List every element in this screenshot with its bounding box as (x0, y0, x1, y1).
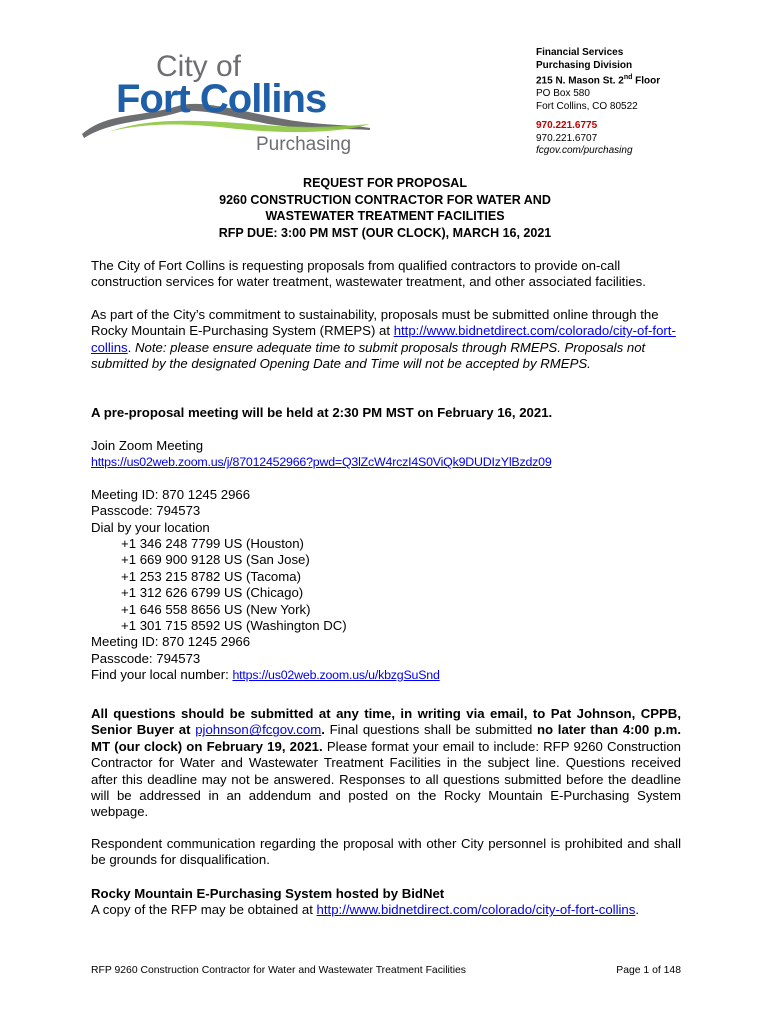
dial-number: +1 669 900 9128 US (San Jose) (121, 552, 310, 568)
zoom-section (91, 438, 681, 684)
dial-label: Dial by your location (91, 519, 210, 535)
page-number: Page 1 of 148 (616, 965, 681, 976)
title-line-4: RFP DUE: 3:00 PM MST (OUR CLOCK), MARCH 16, 2021 (218, 225, 552, 240)
dial-number: +1 346 248 7799 US (Houston) (121, 536, 304, 552)
submission-note: Note: please ensure adequate time to submit proposals through RMEPS. Proposals not submitted by the designated Opening Date and Time will not be accepted by RMEPS. (91, 339, 646, 372)
rmeps-rfp-link[interactable]: http://www.bidnetdirect.com/colorado/city-of-fort-collins (316, 902, 636, 918)
local-number-link[interactable]: https://us02web.zoom.us/u/kbzgSuSnd (232, 668, 440, 683)
page-footer (91, 965, 681, 976)
rfp-title (90, 175, 680, 241)
buyer-email-link[interactable]: pjohnson@fcgov.com (195, 722, 322, 738)
zoom-join-label: Join Zoom Meeting (91, 438, 204, 453)
local-number: Find your local number: https://us02web.zoom.us/u/kbzgSuSnd (91, 667, 440, 683)
dial-number: +1 312 626 6799 US (Chicago) (121, 585, 304, 601)
meeting-id-repeat: Meeting ID: 870 1245 2966 (91, 634, 251, 650)
website: fcgov.com/purchasing (536, 145, 633, 157)
city-logo (78, 42, 378, 160)
phone-primary: 970.221.6775 (536, 120, 598, 132)
po-box: PO Box 580 (536, 88, 590, 100)
questions-paragraph: All questions should be submitted at any time, in writing via email, to Pat Johnson, CPPB, Senior Buyer at pjohnson@fcgov.com. Final questions shall be submitted no later than 4:00 p.m. MT (our clock) on February 19, 2021. Please format your email to include: RFP 9260 Construction Contractor for Water and Wastewater Treatment Facilities in the subject line. Questions received after this deadline may not be answered. Responses to all questions submitted before the deadline will be addressed in an addendum and posted on the Rocky Mountain E-Purchasing System webpage. (91, 706, 682, 820)
dial-number: +1 646 558 8656 US (New York) (121, 601, 311, 617)
logo-fort-collins: Fort Collins (116, 77, 327, 121)
city-state: Fort Collins, CO 80522 (536, 100, 638, 112)
rmeps-section (91, 886, 681, 919)
sustainability-paragraph: As part of the City’s commitment to sustainability, proposals must be submitted online through the Rocky Mountain E-Purchasing System (RMEPS) at http://www.bidnetdirect.com/colorado/city-of-fort-collins. Note: please ensure adequate time to submit proposals through RMEPS. Proposals not submitted by the designated Opening Date and Time will not be accepted by RMEPS. (91, 307, 676, 372)
zoom-meeting-link[interactable]: https://us02web.zoom.us/j/87012452966?pwd=Q3lZcW4rczI4S0ViQk9DUDIzYlBzdz09 (91, 455, 552, 470)
communication-paragraph: Respondent communication regarding the proposal with other City personnel is prohibited and shall be grounds for disqualification. (91, 836, 681, 868)
division-name: Purchasing Division (536, 59, 633, 71)
dept-name: Financial Services (536, 47, 624, 58)
dial-number: +1 301 715 8592 US (Washington DC) (121, 618, 347, 634)
contact-block (536, 47, 660, 158)
rmeps-link[interactable]: http://www.bidnetdirect.com/colorado/city-of-fort-collins (91, 323, 676, 355)
title-line-2: 9260 CONSTRUCTION CONTRACTOR FOR WATER AND (219, 192, 551, 207)
dial-number: +1 253 215 8782 US (Tacoma) (121, 568, 301, 584)
preproposal-notice: A pre-proposal meeting will be held at 2:30 PM MST on February 16, 2021. (91, 405, 553, 420)
passcode: Passcode: 794573 (91, 503, 201, 519)
logo-city-of: City of (156, 50, 242, 83)
intro-paragraph: The City of Fort Collins is requesting proposals from qualified contractors to provide on-call construction services for water treatment, wastewater treatment, and other associated facilities. (91, 258, 646, 290)
logo-purchasing: Purchasing (256, 134, 352, 155)
title-line-1: REQUEST FOR PROPOSAL (303, 176, 467, 190)
footer-title: RFP 9260 Construction Contractor for Water and Wastewater Treatment Facilities (91, 965, 466, 976)
title-line-3: WASTEWATER TREATMENT FACILITIES (265, 209, 505, 223)
rmeps-heading: Rocky Mountain E-Purchasing System hosted by BidNet (91, 886, 445, 901)
passcode-repeat: Passcode: 794573 (91, 650, 201, 666)
meeting-id: Meeting ID: 870 1245 2966 (91, 486, 251, 502)
rmeps-text: A copy of the RFP may be obtained at http://www.bidnetdirect.com/colorado/city-of-fort-collins. (91, 902, 640, 918)
phone-secondary: 970.221.6707 (536, 132, 598, 144)
street-address: 215 N. Mason St. 2nd Floor (536, 74, 661, 87)
